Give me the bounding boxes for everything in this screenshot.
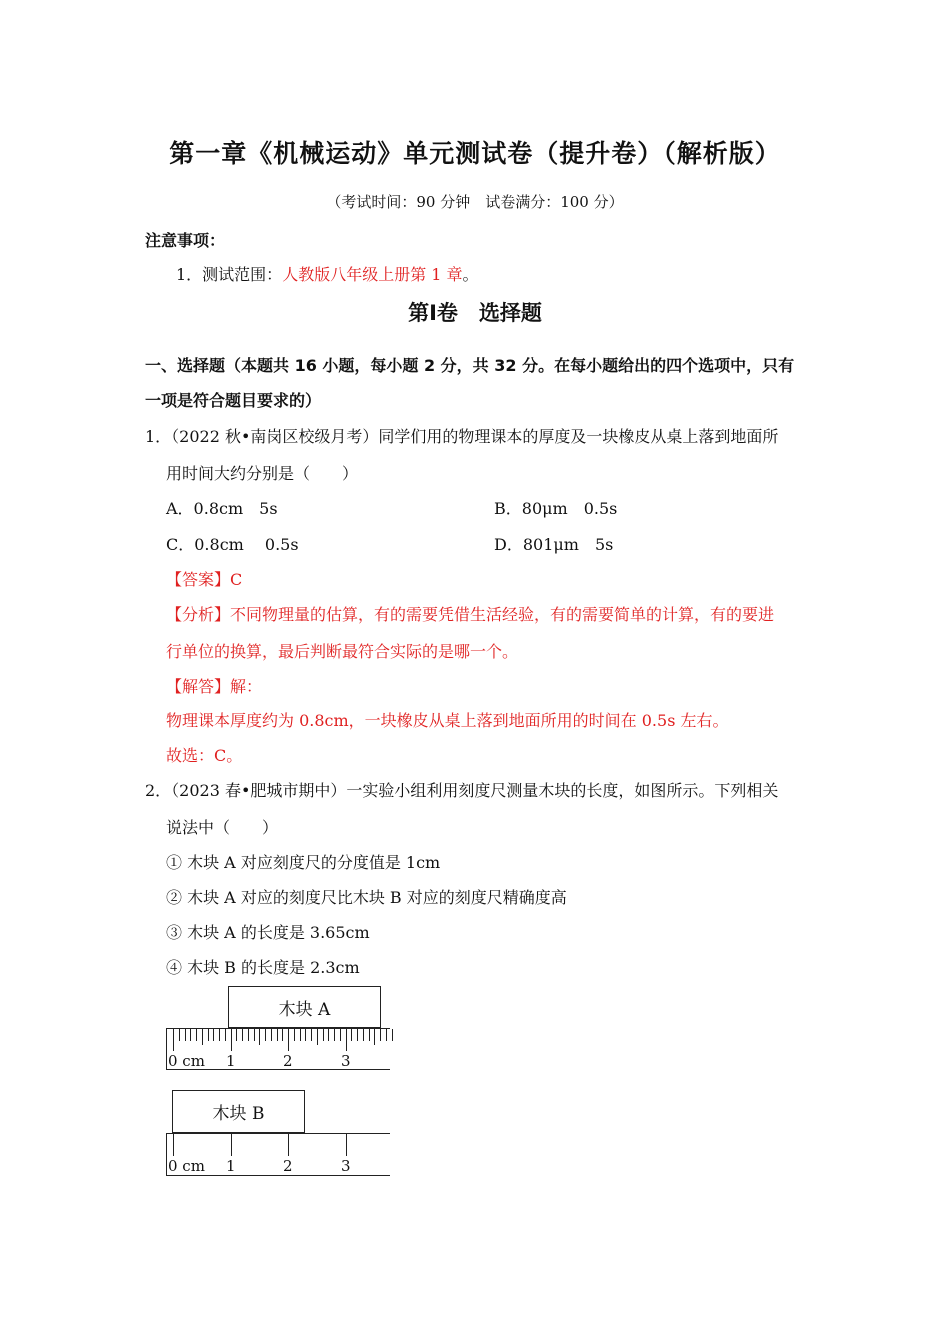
wood-block-a-label: 木块 A [278, 999, 331, 1020]
part-heading-line2: 一项是符合题目要求的） [145, 391, 322, 410]
ruler-a-tick [282, 1029, 283, 1041]
q1-solution-heading [166, 674, 262, 697]
ruler-a-label-0: 0 cm [168, 1052, 205, 1070]
exam-info: （考试时间：90 分钟 试卷满分：100 分） [326, 193, 624, 211]
notice-item-1 [176, 262, 479, 285]
ruler-a-tick [219, 1029, 220, 1041]
ruler-a-tick [363, 1029, 364, 1041]
ruler-figure-b [166, 1090, 392, 1178]
ruler-b-label-3: 3 [341, 1157, 351, 1175]
ruler-a-tick [254, 1029, 255, 1041]
q2-statement-1: ① 木块 A 对应刻度尺的分度值是 1cm [166, 853, 441, 872]
ruler-a-label-2: 2 [283, 1052, 293, 1070]
ruler-a-tick [294, 1029, 295, 1041]
ruler-a-tick [208, 1029, 209, 1041]
ruler-a-tick [328, 1029, 329, 1041]
ruler-a-tick [225, 1029, 226, 1041]
q1-analysis-line2: 行单位的换算，最后判断最符合实际的是哪一个。 [166, 642, 519, 661]
q1-stem-line2: 用时间大约分别是（ ） [166, 464, 359, 483]
ruler-a-tick [213, 1029, 214, 1041]
ruler-figure-a [166, 986, 392, 1072]
notice-item-prefix: 1．测试范围： [176, 265, 283, 284]
ruler-b-tick [173, 1134, 174, 1156]
ruler-a-tick [242, 1029, 243, 1041]
ruler-a-tick [317, 1029, 318, 1045]
q1-stem-line1: 1．（2022 秋•南岗区校级月考）同学们用的物理课本的厚度及一块橡皮从桌上落到地面所 [145, 427, 779, 446]
ruler-b-label-2: 2 [283, 1157, 293, 1175]
solution-suffix: 解： [230, 677, 263, 696]
ruler-a-tick [386, 1029, 387, 1041]
ruler-a-tick [305, 1029, 306, 1041]
q1-conclusion: 故选：C。 [166, 746, 243, 765]
notice-heading: 注意事项： [145, 231, 226, 250]
ruler-a-tick [190, 1029, 191, 1041]
q1-analysis-line1 [166, 602, 774, 625]
ruler-a-tick [374, 1029, 375, 1045]
ruler-a-tick [196, 1029, 197, 1041]
q2-stem-line1: 2．（2023 春•肥城市期中）一实验小组利用刻度尺测量木块的长度，如图所示。下列相关 [145, 781, 779, 800]
wood-block-b-label: 木块 B [212, 1104, 265, 1124]
q1-option-a: A．0.8cm 5s [166, 499, 278, 518]
ruler-a-tick [311, 1029, 312, 1041]
ruler-b-tick [231, 1134, 232, 1156]
ruler-a-tick [346, 1029, 347, 1051]
wood-block-b [172, 1090, 305, 1133]
ruler-a-tick [179, 1029, 180, 1041]
page-title: 第一章《机械运动》单元测试卷（提升卷）（解析版） [169, 139, 781, 168]
q1-answer [166, 567, 242, 590]
q2-statement-4: ④ 木块 B 的长度是 2.3cm [166, 958, 360, 977]
ruler-b-label-1: 1 [226, 1157, 236, 1175]
ruler-a-tick [323, 1029, 324, 1041]
ruler-a-label-1: 1 [226, 1052, 236, 1070]
ruler-a-tick [392, 1029, 393, 1041]
answer-label: 【答案】 [166, 570, 231, 589]
q2-statement-2: ② 木块 A 对应的刻度尺比木块 B 对应的刻度尺精确度高 [166, 888, 567, 907]
part-heading-line1: 一、选择题（本题共 16 小题，每小题 2 分，共 32 分。在每小题给出的四个选项中，只有 [145, 356, 795, 375]
q1-solution-line: 物理课本厚度约为 0.8cm，一块橡皮从桌上落到地面所用的时间在 0.5s 左右。 [166, 711, 729, 730]
notice-item-suffix: 。 [462, 265, 479, 284]
analysis-text: 不同物理量的估算，有的需要凭借生活经验，有的需要简单的计算，有的要进 [230, 605, 775, 624]
ruler-a-tick [340, 1029, 341, 1041]
answer-value: C [230, 570, 243, 589]
wood-block-a [228, 986, 381, 1028]
ruler-b-tick [288, 1134, 289, 1156]
ruler-a-tick [380, 1029, 381, 1041]
ruler-a-tick [369, 1029, 370, 1041]
ruler-a-tick [185, 1029, 186, 1041]
q1-option-b: B．80μm 0.5s [494, 499, 618, 518]
q1-option-c: C．0.8cm 0.5s [166, 535, 299, 554]
ruler-a-label-3: 3 [341, 1052, 351, 1070]
q2-stem-line2: 说法中（ ） [166, 818, 279, 837]
ruler-a-tick [357, 1029, 358, 1041]
section-title: 第Ⅰ卷 选择题 [408, 301, 542, 325]
analysis-label: 【分析】 [166, 605, 231, 624]
ruler-b-tick [346, 1134, 347, 1156]
ruler-a-tick [351, 1029, 352, 1041]
ruler-a-tick [173, 1029, 174, 1051]
solution-label: 【解答】 [166, 677, 231, 696]
ruler-a-tick [288, 1029, 289, 1051]
notice-item-scope: 人教版八年级上册第 1 章 [282, 265, 463, 284]
q1-option-d: D．801μm 5s [494, 535, 614, 554]
ruler-a-tick [259, 1029, 260, 1045]
ruler-a-tick [271, 1029, 272, 1041]
ruler-a-tick [277, 1029, 278, 1041]
ruler-a-tick [334, 1029, 335, 1041]
ruler-a-tick [265, 1029, 266, 1041]
q2-statement-3: ③ 木块 A 的长度是 3.65cm [166, 923, 370, 942]
ruler-a-tick [300, 1029, 301, 1041]
ruler-b-label-0: 0 cm [168, 1157, 205, 1175]
ruler-a-tick [236, 1029, 237, 1041]
ruler-a-tick [202, 1029, 203, 1045]
ruler-a-tick [231, 1029, 232, 1051]
ruler-a-tick [248, 1029, 249, 1041]
